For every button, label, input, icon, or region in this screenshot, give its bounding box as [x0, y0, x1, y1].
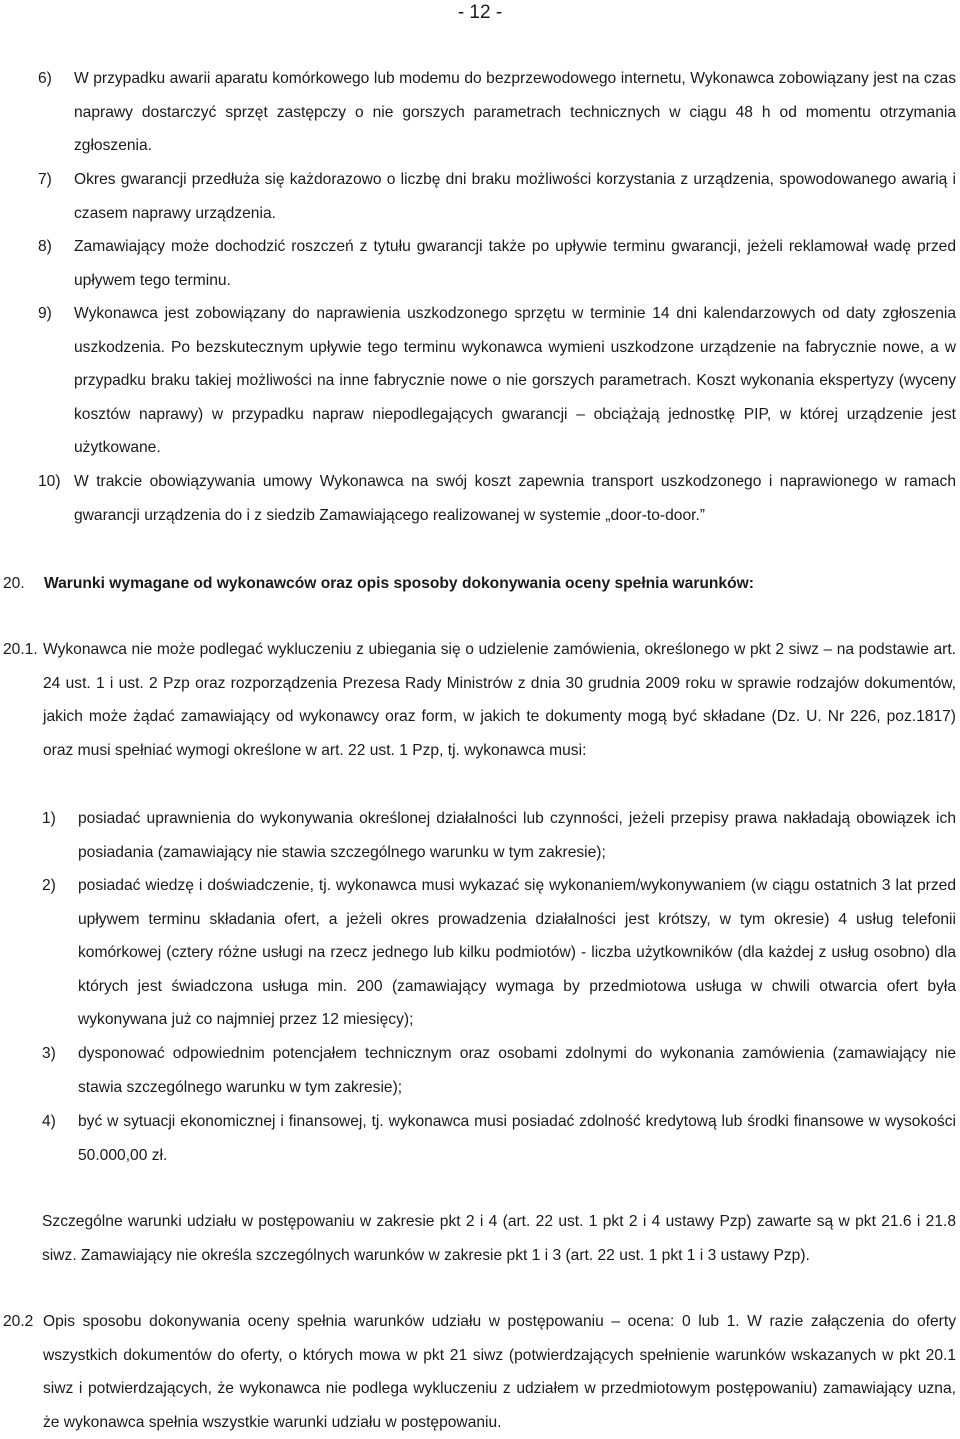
list-item-number: 10): [38, 473, 61, 490]
list-item-text: być w sytuacji ekonomicznej i finansowej, tj. wykonawca musi posiadać zdolność kredytową lub środki finansowe w wysokości 50.000,00 zł.: [78, 1113, 956, 1164]
list-item-number: 7): [38, 171, 52, 188]
list-item-number: 9): [38, 305, 52, 322]
section-number: 20.1.: [3, 641, 38, 658]
list-item-text: W przypadku awarii aparatu komórkowego lub modemu do bezprzewodowego internetu, Wykonawca zobowiązany jest na czas naprawy dostarczyć sprzęt zastępczy o nie gorszych parametrach technicznych w ciągu 48 h od momentu otrzymania zgłoszenia.: [74, 70, 956, 155]
section-text: Wykonawca nie może podlegać wykluczeniu z ubiegania się o udzielenie zamówienia, określonego w pkt 2 siwz – na podstawie art. 24 ust. 1 i ust. 2 Pzp oraz rozporządzenia Prezesa Rady Ministrów z dnia 30 grudnia 2009 roku w sprawie rodzajów dokumentów, jakich może żądać zamawiający od wykonawcy oraz form, w jakich te dokumenty mogą być składane (Dz. U. Nr 226, poz.1817) oraz musi spełniać wymogi określone w art. 22 ust. 1 Pzp, tj. wykonawca musi:: [43, 641, 956, 759]
list-item-number: 2): [42, 877, 56, 894]
section-title: Warunki wymagane od wykonawców oraz opis sposoby dokonywania oceny spełnia warunków:: [44, 575, 754, 592]
list-item-text: Okres gwarancji przedłuża się każdorazowo o liczbę dni braku możliwości korzystania z urządzenia, spowodowanego awarią i czasem naprawy urządzenia.: [74, 171, 956, 222]
list-item-text: posiadać uprawnienia do wykonywania określonej działalności lub czynności, jeżeli przepisy prawa nakładają obowiązek ich posiadania (zamawiający nie stawia szczególnego warunku w tym zakresie);: [78, 810, 956, 861]
section-text: Opis sposobu dokonywania oceny spełnia warunków udziału w postępowaniu – ocena: 0 lub 1. W razie załączenia do oferty wszystkich dokumentów do oferty, o których mowa w pkt 21 siwz (potwierdzających spełnienie warunków wskazanych w pkt 20.1 siwz i potwierdzających, że wykonawca nie podlega wykluczeniu z udziałem w przedmiotowym postępowaniu) zamawiający uzna, że wykonawca spełnia wszystkie warunki udziału w postępowaniu.: [43, 1313, 956, 1431]
list-item-text: W trakcie obowiązywania umowy Wykonawca na swój koszt zapewnia transport uszkodzonego i naprawionego w ramach gwarancji urządzenia do i z siedzib Zamawiającego realizowanej w systemie „door-to-door.”: [74, 473, 956, 524]
list-item-text: Zamawiający może dochodzić roszczeń z tytułu gwarancji także po upływie terminu gwarancji, jeżeli reklamował wadę przed upływem tego terminu.: [74, 238, 956, 289]
special-conditions-paragraph: Szczególne warunki udziału w postępowaniu w zakresie pkt 2 i 4 (art. 22 ust. 1 pkt 2 i 4 ustawy Pzp) zawarte są w pkt 21.6 i 21.8 siwz. Zamawiający nie określa szczególnych warunków w zakresie pkt 1 i 3 (art. 22 ust. 1 pkt 1 i 3 ustawy Pzp).: [42, 1213, 956, 1264]
section-number: 20.: [3, 575, 25, 592]
section-20-heading: [3, 567, 953, 601]
page-number: - 12 -: [457, 2, 503, 23]
list-item-number: 8): [38, 238, 52, 255]
list-item-number: 6): [38, 70, 52, 87]
list-item-number: 1): [42, 810, 56, 827]
list-item-number: 3): [42, 1045, 56, 1062]
list-item-text: dysponować odpowiednim potencjałem technicznym oraz osobami zdolnymi do wykonania zamówienia (zamawiający nie stawia szczególnego warunku w tym zakresie);: [78, 1045, 956, 1096]
list-item-number: 4): [42, 1113, 56, 1130]
section-number: 20.2: [3, 1313, 34, 1330]
list-item-text: posiadać wiedzę i doświadczenie, tj. wykonawca musi wykazać się wykonaniem/wykonywaniem (w ciągu ostatnich 3 lat przed upływem terminu składania ofert, a jeżeli okres prowadzenia działalności jest krótszy, w tym okresie) 4 usług telefonii komórkowej (cztery różne usługi na rzecz jednego lub kilku podmiotów) - liczba użytkowników (dla każdej z usług osobno) dla których jest świadczona usługa min. 200 (zamawiający wymaga by przedmiotowa usługa w chwili otwarcia ofert była wykonywana już co najmniej przez 12 miesięcy);: [78, 877, 956, 1029]
list-item-text: Wykonawca jest zobowiązany do naprawienia uszkodzonego sprzętu w terminie 14 dni kalendarzowych od daty zgłoszenia uszkodzenia. Po bezskutecznym upływie tego terminu wykonawca wymieni uszkodzone urządzenie na fabrycznie nowe, a w przypadku braku takiej możliwości na inne fabrycznie nowe o nie gorszych parametrach. Koszt wykonania ekspertyzy (wyceny kosztów naprawy) w przypadku napraw niepodlegających gwarancji – obciążają jednostkę PIP, w której urządzenie jest użytkowane.: [74, 305, 956, 457]
